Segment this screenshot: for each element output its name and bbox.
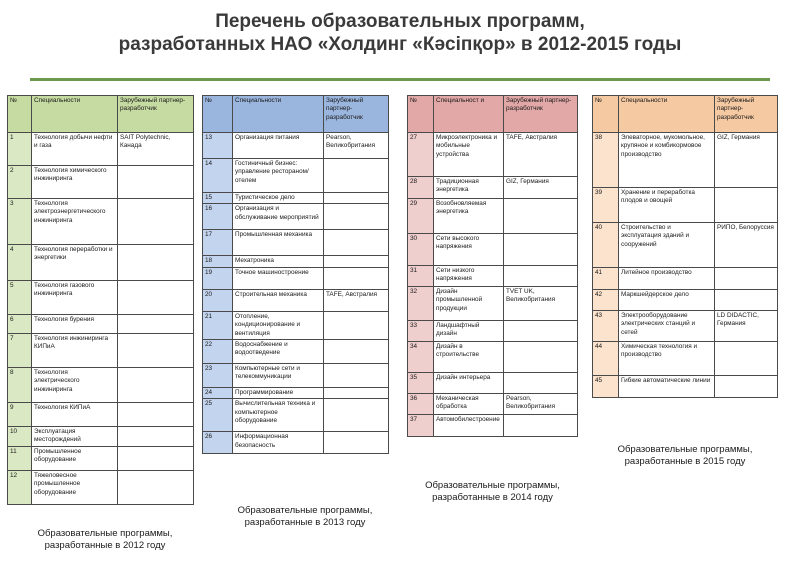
num-cell: 3 <box>8 199 32 245</box>
specialty-cell: Возобновляемая энергетика <box>434 199 504 234</box>
num-cell: 28 <box>408 177 434 199</box>
table-row <box>408 133 578 177</box>
specialty-cell: Ландшафтный дизайн <box>434 321 504 342</box>
num-cell: 41 <box>593 268 619 290</box>
num-cell: 45 <box>593 376 619 398</box>
table-row <box>593 342 778 376</box>
programs-table-2015 <box>592 95 778 398</box>
partner-cell <box>324 340 389 364</box>
specialty-cell: Промышленная механика <box>233 230 324 256</box>
specialty-cell: Вычислительная техника и компьютерное оборудование <box>233 399 324 432</box>
programs-table-2012 <box>7 95 194 505</box>
header-num: № <box>8 96 32 133</box>
partner-cell <box>715 342 778 376</box>
table-row <box>203 399 389 432</box>
table-row <box>408 373 578 394</box>
specialty-cell: Дизайн интерьера <box>434 373 504 394</box>
partner-cell <box>324 311 389 339</box>
table-header-row <box>408 96 578 133</box>
table-header-row <box>8 96 194 133</box>
specialty-cell: Тяжеловесное промышленное оборудование <box>32 470 118 504</box>
table-row <box>8 133 194 166</box>
partner-cell: SAIT Polytechnic, Канада <box>118 133 194 166</box>
partner-cell <box>118 245 194 281</box>
num-cell: 31 <box>408 266 434 287</box>
specialty-cell: Технология электрического инжиниринга <box>32 368 118 403</box>
table-row <box>203 230 389 256</box>
table-row <box>408 287 578 321</box>
table-row <box>203 256 389 267</box>
num-cell: 14 <box>203 159 233 193</box>
num-cell: 15 <box>203 193 233 204</box>
num-cell: 37 <box>408 415 434 437</box>
num-cell: 36 <box>408 394 434 415</box>
table-row <box>203 311 389 339</box>
partner-cell: GIZ, Германия <box>504 177 578 199</box>
partner-cell: Pearson, Великобритания <box>324 133 389 159</box>
num-cell: 22 <box>203 340 233 364</box>
specialty-cell: Автомобилестроение <box>434 415 504 437</box>
table-row <box>593 188 778 223</box>
num-cell: 40 <box>593 223 619 268</box>
specialty-cell: Программирование <box>233 388 324 399</box>
specialty-cell: Технология переработки и энергетики <box>32 245 118 281</box>
partner-cell <box>324 399 389 432</box>
partner-cell <box>118 334 194 368</box>
num-cell: 44 <box>593 342 619 376</box>
num-cell: 18 <box>203 256 233 267</box>
partner-cell <box>118 470 194 504</box>
table-row <box>408 394 578 415</box>
partner-cell <box>715 290 778 311</box>
num-cell: 16 <box>203 204 233 230</box>
num-cell: 10 <box>8 427 32 447</box>
specialty-cell: Организация питания <box>233 133 324 159</box>
table-row <box>8 470 194 504</box>
table-row <box>593 290 778 311</box>
header-specialty: Специальности <box>233 96 324 133</box>
num-cell: 20 <box>203 289 233 311</box>
num-cell: 32 <box>408 287 434 321</box>
specialty-cell: Информационная безопасность <box>233 432 324 454</box>
specialty-cell: Точное машиностроение <box>233 267 324 289</box>
specialty-cell: Технология химического инжиниринга <box>32 166 118 199</box>
table-row <box>408 177 578 199</box>
programs-table-2013 <box>202 95 389 454</box>
table-row <box>203 133 389 159</box>
header-partner: Зарубежный партнер-разработчик <box>324 96 389 133</box>
page-title <box>0 10 800 56</box>
table-row <box>593 223 778 268</box>
specialty-cell: Водоснабжение и водоотведение <box>233 340 324 364</box>
caption-2012: Образовательные программы, разработанные в 2012 году <box>37 528 173 551</box>
specialty-cell: Компьютерные сети и телекоммуникации <box>233 364 324 388</box>
table-row <box>8 403 194 427</box>
table-row <box>8 166 194 199</box>
specialty-cell: Технология бурения <box>32 315 118 334</box>
specialty-cell: Гибкие автоматические линии <box>619 376 715 398</box>
partner-cell: TVET UK, Великобритания <box>504 287 578 321</box>
header-specialty: Специальност и <box>434 96 504 133</box>
partner-cell <box>324 204 389 230</box>
num-cell: 29 <box>408 199 434 234</box>
table-row <box>203 364 389 388</box>
partner-cell <box>504 234 578 266</box>
header-partner: Зарубежный партнер-разработчик <box>118 96 194 133</box>
specialty-cell: Организация и обслуживание мероприятий <box>233 204 324 230</box>
partner-cell <box>715 268 778 290</box>
partner-cell <box>118 166 194 199</box>
partner-cell <box>118 315 194 334</box>
specialty-cell: Отопление, кондиционирование и вентиляция <box>233 311 324 339</box>
num-cell: 35 <box>408 373 434 394</box>
partner-cell <box>324 256 389 267</box>
partner-cell <box>118 199 194 245</box>
header-num: № <box>408 96 434 133</box>
partner-cell <box>118 446 194 470</box>
title-line-2: разработанных НАО «Холдинг «Кәсіпқор» в 2012-2015 годы <box>118 34 682 55</box>
partner-cell <box>504 415 578 437</box>
table-row <box>203 267 389 289</box>
specialty-cell: Эксплуатация месторождений <box>32 427 118 447</box>
specialty-cell: Технология электроэнергетического инжиниринга <box>32 199 118 245</box>
num-cell: 13 <box>203 133 233 159</box>
num-cell: 25 <box>203 399 233 432</box>
header-partner: Зарубежный партнер-разработчик <box>715 96 778 133</box>
programs-table-2014 <box>407 95 578 437</box>
specialty-cell: Дизайн в строительстве <box>434 342 504 373</box>
table-row <box>203 193 389 204</box>
num-cell: 23 <box>203 364 233 388</box>
partner-cell: TAFE, Австралия <box>504 133 578 177</box>
num-cell: 5 <box>8 281 32 315</box>
table-row <box>8 199 194 245</box>
num-cell: 2 <box>8 166 32 199</box>
specialty-cell: Традиционная энергетика <box>434 177 504 199</box>
partner-cell <box>324 364 389 388</box>
specialty-cell: Элеваторное, мукомольное, крупяное и комбикормовое производство <box>619 133 715 188</box>
table-row <box>8 315 194 334</box>
partner-cell: GIZ, Германия <box>715 133 778 188</box>
table-row <box>8 245 194 281</box>
caption-2015: Образовательные программы, разработанные в 2015 году <box>617 444 753 467</box>
specialty-cell: Промышленное оборудование <box>32 446 118 470</box>
partner-cell <box>324 432 389 454</box>
table-row <box>203 432 389 454</box>
table-row <box>203 340 389 364</box>
partner-cell: TAFE, Австралия <box>324 289 389 311</box>
table-row <box>8 281 194 315</box>
num-cell: 33 <box>408 321 434 342</box>
partner-cell: LD DIDACTIC, Германия <box>715 311 778 342</box>
specialty-cell: Туристическое дело <box>233 193 324 204</box>
num-cell: 30 <box>408 234 434 266</box>
specialty-cell: Дизайн промышленной продукции <box>434 287 504 321</box>
num-cell: 6 <box>8 315 32 334</box>
title-divider <box>30 78 770 81</box>
header-specialty: Специальности <box>619 96 715 133</box>
table-row <box>593 376 778 398</box>
specialty-cell: Строительная механика <box>233 289 324 311</box>
specialty-cell: Химическая технология и производство <box>619 342 715 376</box>
num-cell: 24 <box>203 388 233 399</box>
header-specialty: Специальности <box>32 96 118 133</box>
partner-cell <box>715 188 778 223</box>
specialty-cell: Строительство и эксплуатация зданий и сооружений <box>619 223 715 268</box>
num-cell: 43 <box>593 311 619 342</box>
partner-cell <box>118 281 194 315</box>
table-row <box>593 268 778 290</box>
partner-cell <box>118 368 194 403</box>
table-row <box>8 427 194 447</box>
num-cell: 12 <box>8 470 32 504</box>
num-cell: 17 <box>203 230 233 256</box>
num-cell: 8 <box>8 368 32 403</box>
num-cell: 7 <box>8 334 32 368</box>
partner-cell <box>715 376 778 398</box>
header-partner: Зарубежный партнер-разработчик <box>504 96 578 133</box>
table-row <box>408 415 578 437</box>
partner-cell <box>324 388 389 399</box>
partner-cell <box>324 267 389 289</box>
partner-cell <box>324 230 389 256</box>
table-row <box>408 199 578 234</box>
partner-cell <box>504 342 578 373</box>
partner-cell <box>504 321 578 342</box>
table-row <box>8 446 194 470</box>
table-row <box>408 321 578 342</box>
specialty-cell: Литейное производство <box>619 268 715 290</box>
num-cell: 26 <box>203 432 233 454</box>
table-row <box>408 234 578 266</box>
specialty-cell: Механическая обработка <box>434 394 504 415</box>
specialty-cell: Сети высокого напряжения <box>434 234 504 266</box>
specialty-cell: Хранение и переработка плодов и овощей <box>619 188 715 223</box>
partner-cell: РИПО, Белоруссия <box>715 223 778 268</box>
specialty-cell: Маркшейдерское дело <box>619 290 715 311</box>
table-row <box>203 388 389 399</box>
specialty-cell: Сети низкого напряжения <box>434 266 504 287</box>
num-cell: 38 <box>593 133 619 188</box>
table-row <box>408 342 578 373</box>
specialty-cell: Электрооборудование электрических станций и сетей <box>619 311 715 342</box>
title-line-1: Перечень образовательных программ, <box>215 11 585 32</box>
partner-cell <box>118 427 194 447</box>
num-cell: 19 <box>203 267 233 289</box>
num-cell: 4 <box>8 245 32 281</box>
partner-cell <box>504 266 578 287</box>
table-row <box>8 368 194 403</box>
specialty-cell: Технология инжиниринга КИПиА <box>32 334 118 368</box>
table-header-row <box>203 96 389 133</box>
table-header-row <box>593 96 778 133</box>
partner-cell <box>504 373 578 394</box>
num-cell: 9 <box>8 403 32 427</box>
caption-2014: Образовательные программы, разработанные в 2014 году <box>425 480 560 503</box>
specialty-cell: Технология газового инжиниринга <box>32 281 118 315</box>
table-row <box>203 204 389 230</box>
table-row <box>593 311 778 342</box>
table-row <box>593 133 778 188</box>
specialty-cell: Микроэлектроника и мобильные устройства <box>434 133 504 177</box>
caption-2013: Образовательные программы, разработанные в 2013 году <box>237 505 373 528</box>
partner-cell <box>324 159 389 193</box>
table-row <box>408 266 578 287</box>
header-num: № <box>593 96 619 133</box>
specialty-cell: Гостиничный бизнес: управление рестораном/отелем <box>233 159 324 193</box>
header-num: № <box>203 96 233 133</box>
num-cell: 39 <box>593 188 619 223</box>
num-cell: 27 <box>408 133 434 177</box>
specialty-cell: Мехатроника <box>233 256 324 267</box>
partner-cell <box>324 193 389 204</box>
table-row <box>203 159 389 193</box>
table-row <box>203 289 389 311</box>
specialty-cell: Технология КИПиА <box>32 403 118 427</box>
table-row <box>8 334 194 368</box>
num-cell: 42 <box>593 290 619 311</box>
num-cell: 1 <box>8 133 32 166</box>
specialty-cell: Технология добычи нефти и газа <box>32 133 118 166</box>
num-cell: 34 <box>408 342 434 373</box>
num-cell: 21 <box>203 311 233 339</box>
partner-cell: Pearson, Великобритания <box>504 394 578 415</box>
partner-cell <box>504 199 578 234</box>
partner-cell <box>118 403 194 427</box>
num-cell: 11 <box>8 446 32 470</box>
